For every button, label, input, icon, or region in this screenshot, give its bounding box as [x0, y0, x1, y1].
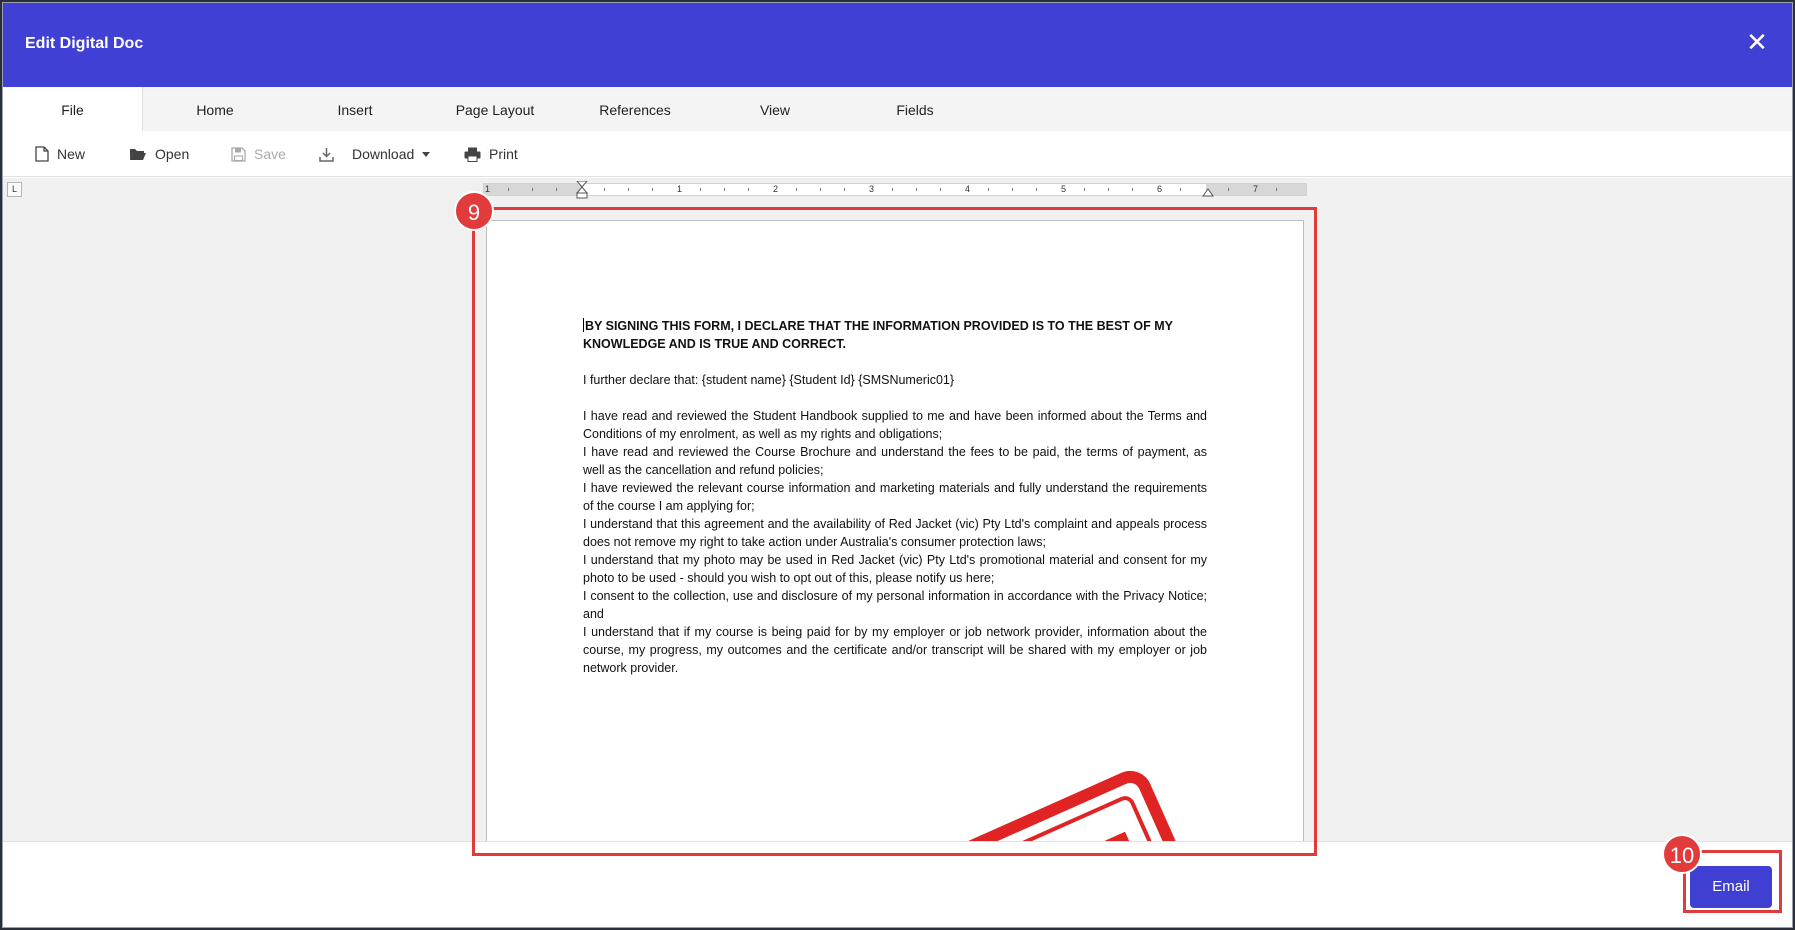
edit-digital-doc-modal	[2, 2, 1793, 928]
modal-title: Edit Digital Doc	[25, 35, 144, 52]
folder-open-icon	[129, 147, 147, 161]
email-button[interactable]: Email	[1690, 866, 1772, 908]
download-label: Download	[352, 146, 415, 162]
printer-icon	[464, 147, 481, 162]
tab-stop-selector[interactable]: L	[7, 182, 22, 197]
ruler-tick	[1084, 188, 1085, 191]
open-button[interactable]	[129, 143, 189, 165]
declaration-item: I understand that my photo may be used in Red Jacket (vic) Pty Ltd's promotional material and consent for my photo to be used - should you wish to opt out of this, please notify us here;	[583, 553, 1207, 585]
save-button[interactable]	[231, 143, 286, 165]
declaration-item: I have reviewed the relevant course information and marketing materials and fully understand the requirements of the course I am applying for;	[583, 481, 1207, 513]
ruler-tick	[820, 188, 821, 191]
new-label: New	[57, 146, 86, 162]
sample-stamp-image	[787, 741, 1207, 841]
tab-page-layout[interactable]: Page Layout	[455, 102, 535, 118]
declaration-item: I understand that if my course is being paid for by my employer or job network provider, information about the course, my progress, my outcomes and the certificate and/or transcript will be shared with my employer or job network provider.	[583, 625, 1207, 675]
ruler-number: 3	[869, 184, 875, 194]
declaration-item: I consent to the collection, use and disclosure of my personal information in accordance with the Privacy Notice; and	[583, 589, 1207, 621]
declaration-item: I understand that this agreement and the availability of Red Jacket (vic) Pty Ltd's complaint and appeals process does not remove my right to take action under Australia's consumer protection laws;	[583, 517, 1207, 549]
ruler-number: 1	[677, 184, 683, 194]
declaration-heading	[583, 317, 1207, 353]
ruler-number: 2	[773, 184, 779, 194]
annotation-badge: 9	[454, 191, 494, 231]
ruler-tick	[892, 188, 893, 191]
ruler-tick	[1036, 188, 1037, 191]
chevron-down-icon	[422, 152, 430, 157]
ruler-tick	[940, 188, 941, 191]
indent-marker-icon[interactable]	[576, 181, 588, 199]
ruler-tick	[508, 188, 509, 191]
save-label: Save	[254, 146, 286, 162]
modal-header	[3, 3, 1792, 87]
annotation-badge: 10	[1662, 834, 1702, 874]
ruler-tick	[652, 188, 653, 191]
declaration-heading-text: BY SIGNING THIS FORM, I DECLARE THAT THE INFORMATION PROVIDED IS TO THE BEST OF MY KNOWLEDGE AND IS TRUE AND CORRECT.	[583, 319, 1173, 351]
print-button[interactable]	[464, 143, 518, 165]
ruler-tick	[844, 188, 845, 191]
download-icon	[319, 147, 334, 162]
declaration-item: I have read and reviewed the Course Brochure and understand the fees to be paid, the terms of payment, as well as the cancellation and refund policies;	[583, 445, 1207, 477]
ruler-tick	[916, 188, 917, 191]
ruler-left-margin	[484, 184, 582, 195]
ruler-tick	[700, 188, 701, 191]
ruler-tick	[988, 188, 989, 191]
print-label: Print	[489, 146, 518, 162]
new-document-icon	[35, 146, 49, 162]
tab-file[interactable]: File	[3, 87, 143, 132]
close-icon[interactable]: ✕	[1746, 27, 1768, 57]
modal-footer	[3, 841, 1792, 928]
ruler-tick	[1012, 188, 1013, 191]
right-indent-marker-icon[interactable]	[1202, 188, 1214, 197]
ruler-tick	[1228, 188, 1229, 191]
ruler-number: 4	[965, 184, 971, 194]
ribbon-tabs	[3, 87, 1792, 131]
ruler-tick	[796, 188, 797, 191]
horizontal-ruler[interactable]	[483, 183, 1307, 196]
ruler-number: 7	[1253, 184, 1259, 194]
document-workspace	[3, 178, 1792, 841]
declaration-intro: I further declare that: {student name} {Student Id} {SMSNumeric01}	[583, 373, 955, 387]
declaration-item: I have read and reviewed the Student Handbook supplied to me and have been informed about the Terms and Conditions of my enrolment, as well as my rights and obligations;	[583, 409, 1207, 441]
file-toolbar	[3, 131, 1792, 177]
download-button[interactable]	[319, 143, 430, 165]
tab-references[interactable]: References	[599, 102, 671, 118]
document-body[interactable]	[583, 317, 1207, 677]
document-page[interactable]	[486, 220, 1304, 841]
tab-fields[interactable]: Fields	[896, 102, 934, 118]
tab-insert[interactable]: Insert	[337, 102, 373, 118]
ruler-number: 1	[485, 184, 491, 194]
ruler-tick	[1132, 188, 1133, 191]
tab-view[interactable]: View	[759, 102, 791, 118]
ruler-number: 6	[1157, 184, 1163, 194]
ruler-tick	[628, 188, 629, 191]
ruler-tick	[556, 188, 557, 191]
new-button[interactable]	[35, 143, 85, 165]
ruler-tick	[1108, 188, 1109, 191]
ruler-tick	[1276, 188, 1277, 191]
text-cursor	[583, 318, 584, 332]
ruler-tick	[1180, 188, 1181, 191]
save-icon	[231, 147, 246, 162]
tab-home[interactable]: Home	[196, 102, 234, 118]
ruler-tick	[532, 188, 533, 191]
open-label: Open	[155, 146, 190, 162]
ruler-tick	[748, 188, 749, 191]
ruler-tick	[724, 188, 725, 191]
ruler-number: 5	[1061, 184, 1067, 194]
ruler-tick	[604, 188, 605, 191]
